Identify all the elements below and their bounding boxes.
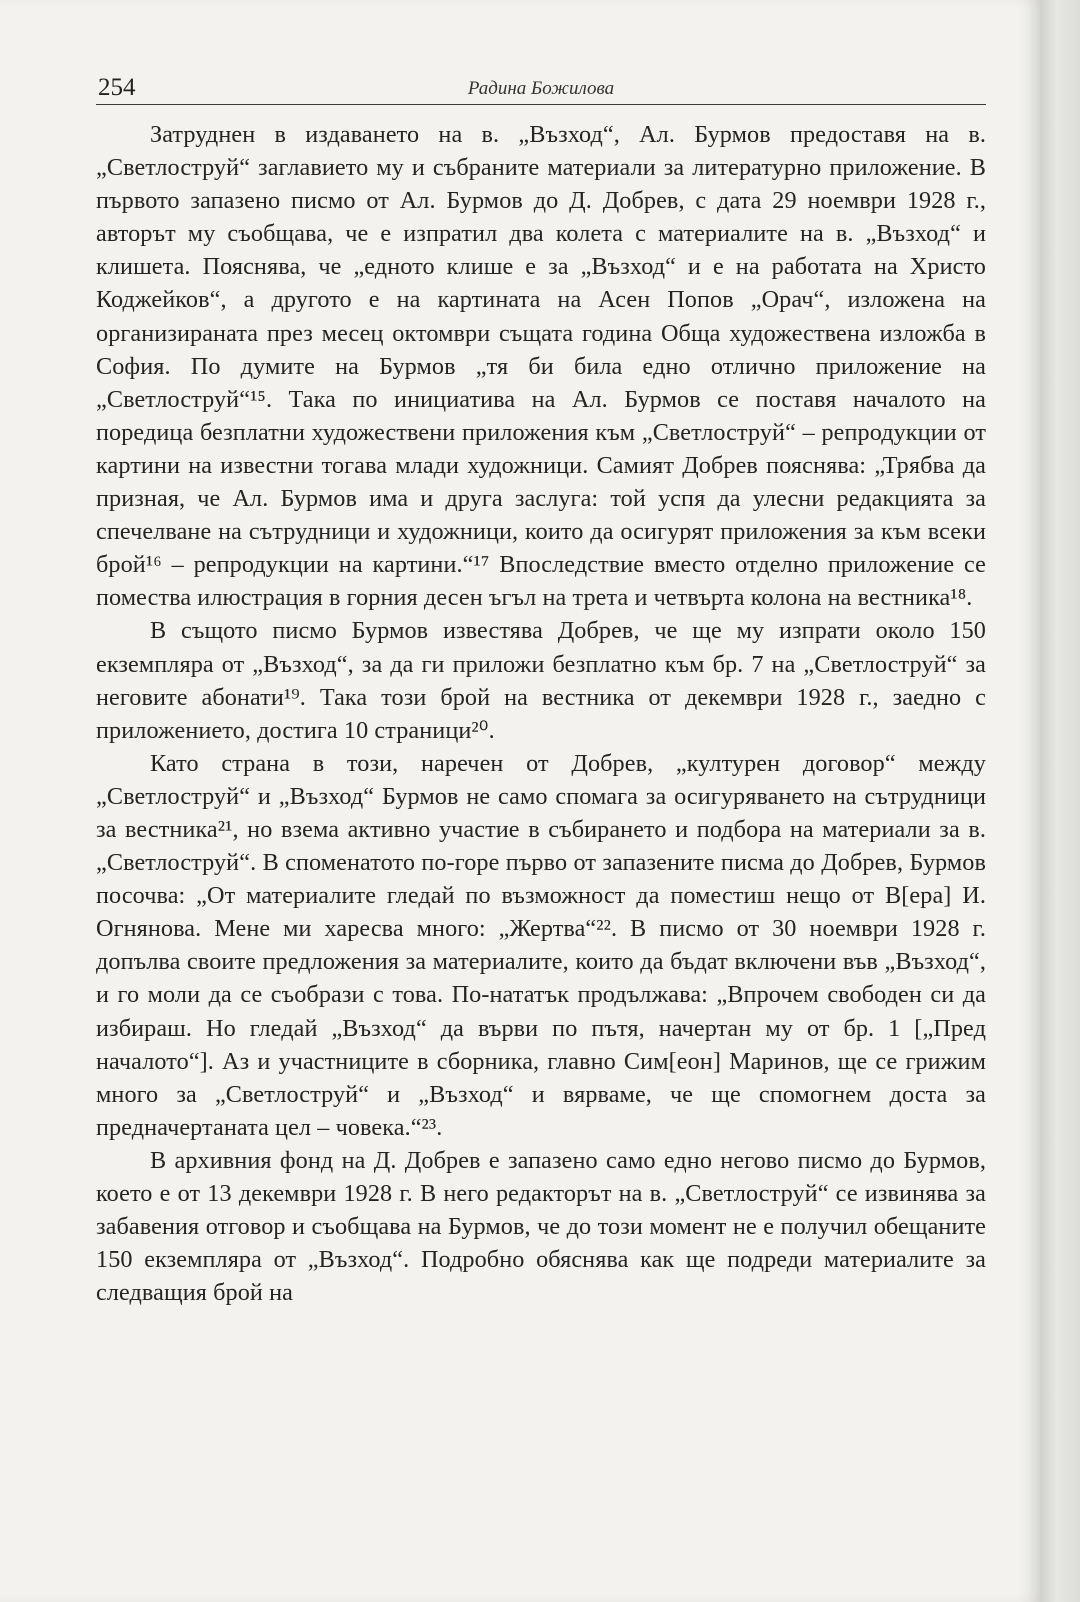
page-number: 254: [98, 74, 136, 101]
paragraph: В архивния фонд на Д. Добрев е запазено само едно негово писмо до Бурмов, което е от 13 декември 1928 г. В него редакторът на в. „Светлоструй“ се извинява за забавения отговор и съобщава на Бурмов, че до този момент не е получил обещаните 150 екземпляра от „Възход“. Подробно обяснява как ще подреди материалите за следващия брой на: [96, 1146, 986, 1307]
page-header: [96, 70, 986, 105]
running-head: Радина Божилова: [467, 78, 615, 99]
body-text: [96, 118, 986, 1309]
paragraph: Като страна в този, наречен от Добрев, „културен договор“ между „Светлоструй“ и „Възход“ Бурмов не само спомага за осигуряването на сътрудници за вестника²¹, но взема активно участие в събирането и подбора на материали за в. „Светлоструй“. В споменатото по-горе първо от запазените писма до Добрев, Бурмов посочва: „От материалите гледай по възможност да поместиш нещо от В[ера] И. Огнянова. Мене ми харесва много: „Жертва“²². В писмо от 30 ноември 1928 г. допълва своите предложения за материалите, които да бъдат включени във „Възход“, и го моли да се съобрази с това. По-нататък продължава: „Впрочем свободен си да избираш. Но гледай „Възход“ да върви по пътя, начертан му от бр. 1 [„Пред началото“]. Аз и участниците в сборника, главно Сим[еон] Маринов, ще се грижим много за „Светлоструй“ и „Възход“ и вярваме, че ще спомогнем доста за предначертаната цел – човека.“²³.: [96, 749, 986, 1141]
book-gutter-edge: [1040, 0, 1080, 1602]
paragraph: В същото писмо Бурмов известява Добрев, че ще му изпрати около 150 екземпляра от „Възход“, за да ги приложи безплатно към бр. 7 на „Светлоструй“ за неговите абонати¹⁹. Така този брой на вестника от декември 1928 г., заедно с приложението, достига 10 страници²⁰.: [96, 617, 986, 744]
paragraph: Затруднен в издаването на в. „Възход“, Ал. Бурмов предоставя на в. „Светлоструй“ заглавието му и събраните материали за литературно приложение. В първото запазено писмо от Ал. Бурмов до Д. Добрев, с дата 29 ноември 1928 г., авторът му съобщава, че е изпратил два колета с материалите на в. „Възход“ и клишета. Пояснява, че „едното клише е за „Възход“ и е на работата на Христо Коджейков“, а другото е на картината на Асен Попов „Орач“, изложена на организираната през месец октомври същата година Обща художествена изложба в София. По думите на Бурмов „тя би била едно отлично приложение на „Светлоструй“¹⁵. Така по инициатива на Ал. Бурмов се поставя началото на поредица безплатни художествени приложения към „Светлоструй“ – репродукции от картини на известни тогава млади художници. Самият Добрев пояснява: „Трябва да призная, че Ал. Бурмов има и друга заслуга: той успя да улесни редакцията за спечелване на сътрудници и художници, които да осигурят приложения за към всеки брой¹⁶ – репродукции на картини.“¹⁷ Впоследствие вместо отделно приложение се помества илюстрация в горния десен ъгъл на трета и четвърта колона на вестника¹⁸.: [96, 121, 986, 612]
